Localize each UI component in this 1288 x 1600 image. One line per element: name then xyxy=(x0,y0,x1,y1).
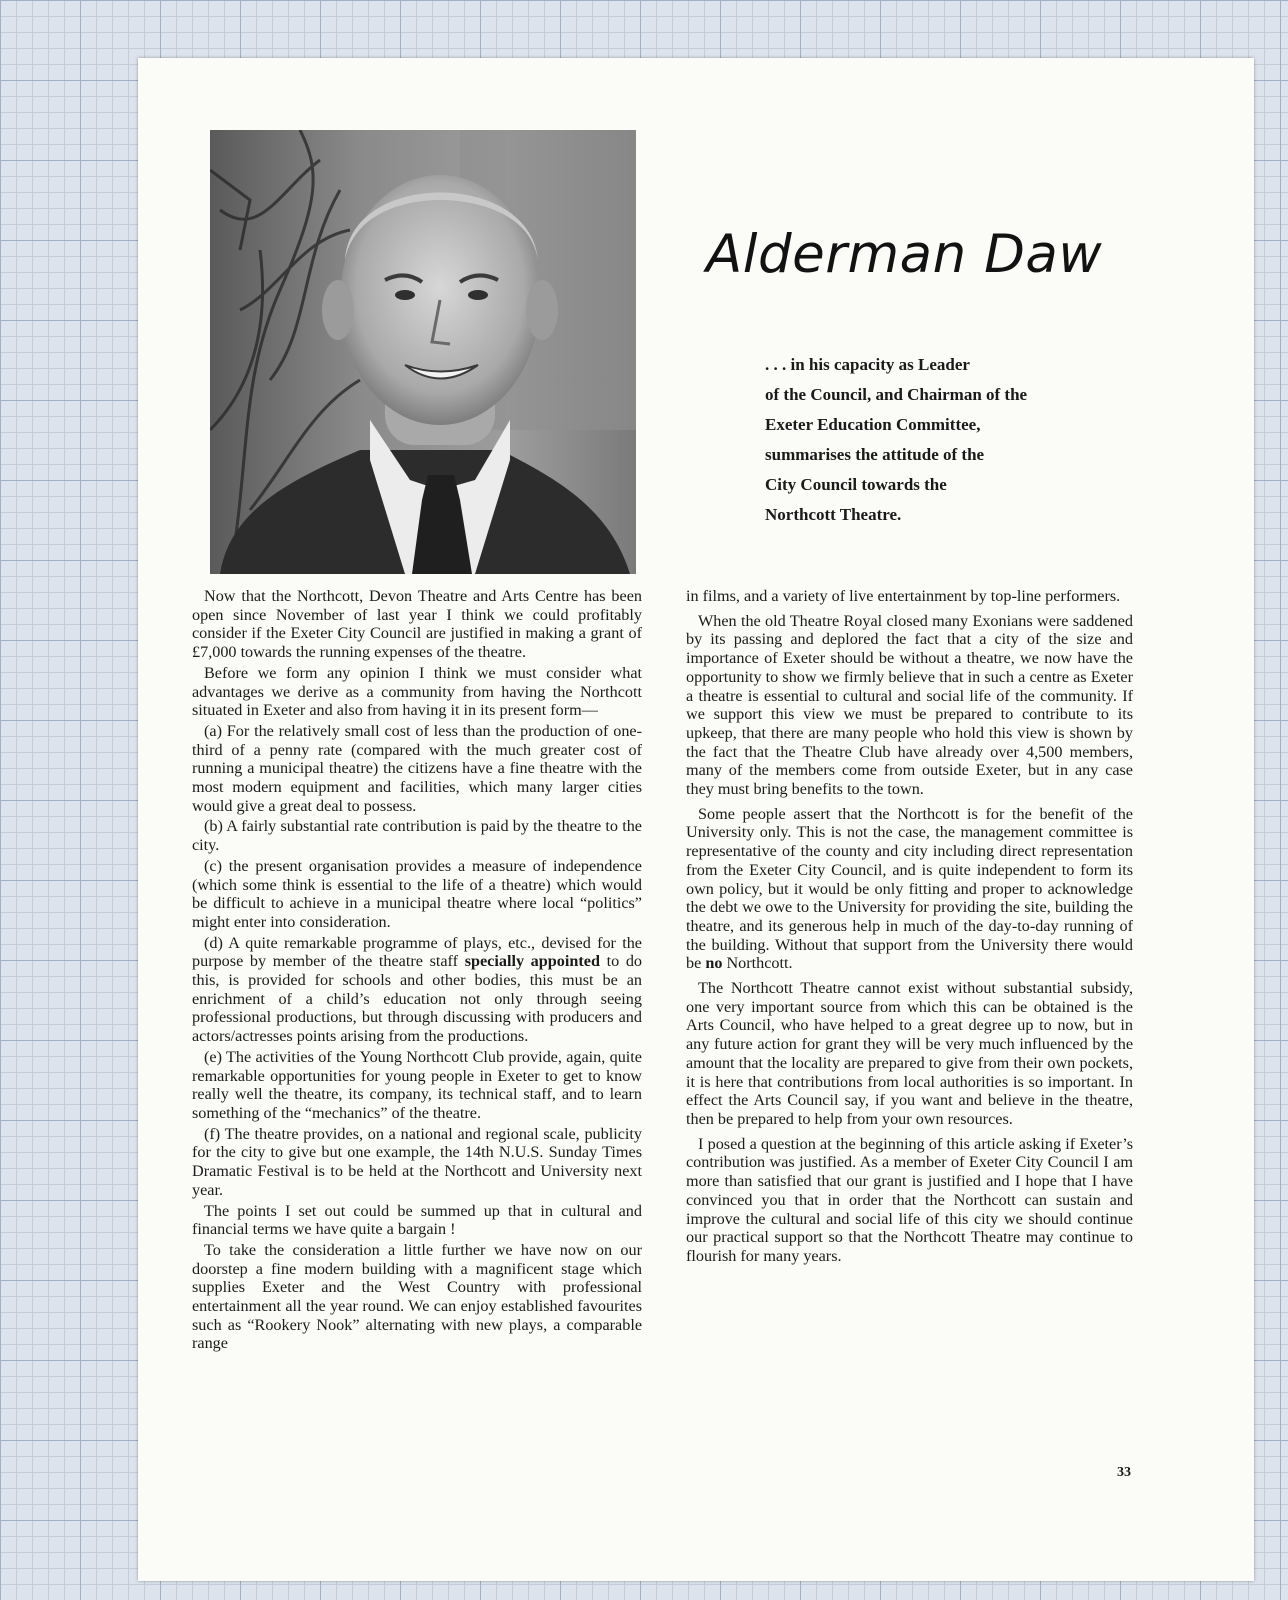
list-item-d xyxy=(192,934,642,1046)
bold-emphasis: specially appointed xyxy=(464,952,600,971)
text-run: Northcott. xyxy=(722,954,793,973)
body-paragraph: The Northcott Theatre cannot exist without substantial subsidy, one very important source from which this can be obtained is the Arts Council, who have helped to a great degree up to now, but in any future action for grant they will be very much influenced by the amount that the locality are prepared to give from their own pockets, it is here that contributions from local authorities is so important. In effect the Arts Council say, if you want and believe in the theatre, then be prepared to help from your own resources. xyxy=(686,979,1133,1128)
intro-line: City Council towards the xyxy=(765,475,947,494)
list-item-b: (b) A fairly substantial rate contribution is paid by the theatre to the city. xyxy=(192,817,642,855)
list-item-a: (a) For the relatively small cost of less than the production of one-third of a penny rate (compared with the much greater cost of running a municipal theatre) the citizens have a fine theatre with the most modern equipment and facilities, which many larger cities would give a great deal to possess. xyxy=(192,721,642,815)
intro-line: Exeter Education Committee, xyxy=(765,415,981,434)
intro-standfirst xyxy=(765,350,1095,530)
list-item-f: (f) The theatre provides, on a national and regional scale, publicity for the city to give but one example, the 14th N.U.S. Sunday Times Dramatic Festival is to be held at the Northcott and University next year. xyxy=(192,1124,642,1199)
body-paragraph: I posed a question at the beginning of this article asking if Exeter’s contribution was justified. As a member of Exeter City Council I am more than satisfied that our grant is justified and I hope that I have convinced you that in order that the Northcott can sustain and improve the cultural and social life of this city we should continue our practical support so that the Northcott Theatre may continue to flourish for many years. xyxy=(686,1134,1133,1265)
portrait-image xyxy=(210,130,636,574)
article-page xyxy=(138,58,1254,1581)
body-paragraph: When the old Theatre Royal closed many Exonians were saddened by its passing and deplored the fact that a city of the size and importance of Exeter should be without a theatre, we now have the opportunity to show we firmly believe that in such a centre as Exeter a theatre is essential to cultural and social life of the community. If we support this view we must be prepared to contribute to its upkeep, that there are many people who hold this view is shown by the fact that the Theatre Club have already over 4,500 members, many of the members come from outside Exeter, but in any case they must bring benefits to the town. xyxy=(686,611,1133,799)
article-column-left xyxy=(192,587,642,1355)
intro-line: of the Council, and Chairman of the xyxy=(765,385,1028,404)
intro-line: . . . in his capacity as Leader xyxy=(765,355,970,374)
text-run: to do this, is provided for schools and other bodies, this must be an enrichment of a child’s education not only through seeing professional productions, but through discussing with producers and actors/actresses points arising from the productions. xyxy=(192,952,643,1046)
article-column-right xyxy=(686,587,1133,1268)
text-run: (d) A quite remarkable programme of plays, etc., devised for the purpose by member of the theatre staff xyxy=(192,933,642,971)
bold-emphasis: no xyxy=(705,954,723,973)
body-paragraph xyxy=(686,805,1133,973)
text-run: Some people assert that the Northcott is for the benefit of the University only. This is not the case, the management committee is representative of the county and city including direct representation from the Exeter City Council, and is quite independent to form its own policy, but it would be only fitting and proper to acknowledge the debt we owe to the University for providing the site, building the theatre, and its generous help in much of the day-to-day running of the building. Without that support from the University there would be xyxy=(686,804,1133,973)
body-paragraph: Now that the Northcott, Devon Theatre and Arts Centre has been open since November of last year I think we could profitably consider if the Exeter City Council are justified in making a grant of £7,000 towards the running expenses of the theatre. xyxy=(192,587,642,662)
page-number: 33 xyxy=(1117,1465,1131,1480)
list-item-e: (e) The activities of the Young Northcott Club provide, again, quite remarkable opportunities for young people in Exeter to get to know really well the theatre, its company, its technical staff, and to learn something of the “mechanics” of the theatre. xyxy=(192,1047,642,1122)
list-item-c: (c) the present organisation provides a measure of independence (which some think is essential to the life of a theatre) which would be difficult to achieve in a municipal theatre where local “politics” might enter into consideration. xyxy=(192,856,642,931)
intro-line: summarises the attitude of the xyxy=(765,445,985,464)
body-paragraph: To take the consideration a little further we have now on our doorstep a fine modern building with a magnificent stage which supplies Exeter and the West Country with professional entertainment all the year round. We can enjoy established favourites such as “Rookery Nook” alternating with new plays, a comparable range xyxy=(192,1240,642,1353)
body-paragraph: The points I set out could be summed up that in cultural and financial terms we have quite a bargain ! xyxy=(192,1201,642,1239)
body-paragraph-continued: in films, and a variety of live entertainment by top-line performers. xyxy=(686,587,1121,605)
portrait-photo xyxy=(210,130,636,574)
article-title: Alderman Daw xyxy=(706,224,1103,285)
body-paragraph: Before we form any opinion I think we must consider what advantages we derive as a community from having the Northcott situated in Exeter and also from having it in its present form— xyxy=(192,663,642,720)
intro-line: Northcott Theatre. xyxy=(765,505,902,524)
